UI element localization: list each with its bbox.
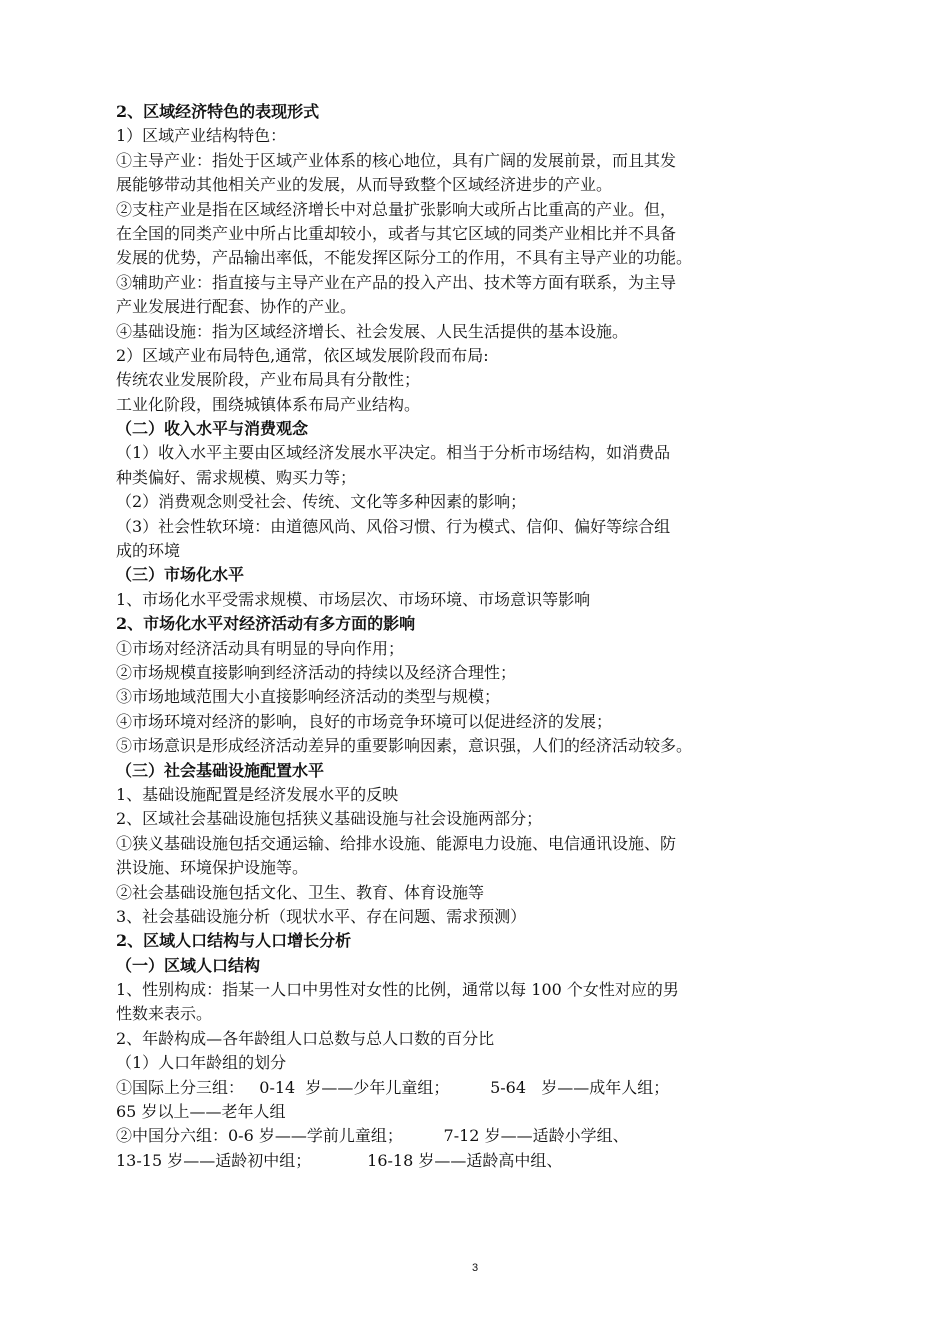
text-line: ②中国分六组：0-6 岁——学前儿童组； 7-12 岁——适龄小学组、 bbox=[116, 1126, 629, 1146]
text-line: 性数来表示。 bbox=[116, 1004, 213, 1024]
section-heading: （三）社会基础设施配置水平 bbox=[116, 760, 325, 780]
text-line: ②支柱产业是指在区域经济增长中对总量扩张影响大或所占比重高的产业。但， bbox=[116, 199, 677, 219]
text-line: （2）消费观念则受社会、传统、文化等多种因素的影响； bbox=[116, 492, 527, 512]
text-line: 发展的优势，产品输出率低，不能发挥区际分工的作用，不具有主导产业的功能。 bbox=[116, 248, 693, 268]
text-line: 2、区域社会基础设施包括狭义基础设施与社会设施两部分； bbox=[116, 809, 543, 829]
page-number: 3 bbox=[471, 1262, 479, 1274]
text-line: （1）人口年龄组的划分 bbox=[116, 1053, 287, 1073]
text-line: 在全国的同类产业中所占比重却较小，或者与其它区域的同类产业相比并不具备 bbox=[116, 223, 677, 243]
text-line: 种类偏好、需求规模、购买力等； bbox=[116, 467, 357, 487]
section-heading: 2、市场化水平对经济活动有多方面的影响 bbox=[116, 614, 416, 634]
text-line: ④市场环境对经济的影响，良好的市场竞争环境可以促进经济的发展； bbox=[116, 711, 613, 731]
document-body bbox=[116, 100, 828, 1173]
text-line: ⑤市场意识是形成经济活动差异的重要影响因素，意识强，人们的经济活动较多。 bbox=[116, 736, 693, 756]
text-line: 1、基础设施配置是经济发展水平的反映 bbox=[116, 784, 399, 804]
text-line: 洪设施、环境保护设施等。 bbox=[116, 858, 309, 878]
text-line: 13-15 岁——适龄初中组； 16-18 岁——适龄高中组、 bbox=[116, 1150, 563, 1170]
section-heading: 2、区域人口结构与人口增长分析 bbox=[116, 931, 352, 951]
text-line: ③市场地域范围大小直接影响经济活动的类型与规模； bbox=[116, 687, 501, 707]
section-heading: （二）收入水平与消费观念 bbox=[116, 419, 309, 439]
text-line: 1、性别构成：指某一人口中男性对女性的比例，通常以每 100 个女性对应的男 bbox=[116, 980, 679, 1000]
text-line: ②市场规模直接影响到经济活动的持续以及经济合理性； bbox=[116, 662, 517, 682]
text-line: （3）社会性软环境：由道德风尚、风俗习惯、行为模式、信仰、偏好等综合组 bbox=[116, 516, 671, 536]
text-line: ③辅助产业：指直接与主导产业在产品的投入产出、技术等方面有联系，为主导 bbox=[116, 272, 677, 292]
text-line: 3、社会基础设施分析（现状水平、存在问题、需求预测） bbox=[116, 906, 527, 926]
section-heading: （三）市场化水平 bbox=[116, 565, 245, 585]
text-line: ④基础设施：指为区域经济增长、社会发展、人民生活提供的基本设施。 bbox=[116, 321, 629, 341]
text-line: （1）收入水平主要由区域经济发展水平决定。相当于分析市场结构，如消费品 bbox=[116, 443, 671, 463]
text-line: 1）区域产业结构特色： bbox=[116, 126, 287, 146]
text-line: 成的环境 bbox=[116, 541, 181, 561]
text-line: 展能够带动其他相关产业的发展，从而导致整个区域经济进步的产业。 bbox=[116, 175, 613, 195]
text-line: 65 岁以上——老年人组 bbox=[116, 1102, 286, 1122]
text-line: 产业发展进行配套、协作的产业。 bbox=[116, 297, 357, 317]
text-line: ①狭义基础设施包括交通运输、给排水设施、能源电力设施、电信通讯设施、防 bbox=[116, 833, 677, 853]
text-line: ①市场对经济活动具有明显的导向作用； bbox=[116, 638, 405, 658]
text-line: ②社会基础设施包括文化、卫生、教育、体育设施等 bbox=[116, 882, 485, 902]
text-line: 2、年龄构成—各年龄组人口总数与总人口数的百分比 bbox=[116, 1028, 495, 1048]
text-line: 传统农业发展阶段，产业布局具有分散性； bbox=[116, 370, 421, 390]
section-heading: （一）区域人口结构 bbox=[116, 955, 261, 975]
text-line: ①国际上分三组： 0-14 岁——少年儿童组； 5-64 岁——成年人组； bbox=[116, 1077, 670, 1097]
text-line: 1、市场化水平受需求规模、市场层次、市场环境、市场意识等影响 bbox=[116, 589, 591, 609]
text-line: 2）区域产业布局特色,通常，依区域发展阶段而布局: bbox=[116, 345, 489, 365]
section-heading: 2、区域经济特色的表现形式 bbox=[116, 102, 320, 121]
text-line: 工业化阶段，围绕城镇体系布局产业结构。 bbox=[116, 394, 421, 414]
text-line: ①主导产业：指处于区域产业体系的核心地位，具有广阔的发展前景，而且其发 bbox=[116, 150, 677, 170]
